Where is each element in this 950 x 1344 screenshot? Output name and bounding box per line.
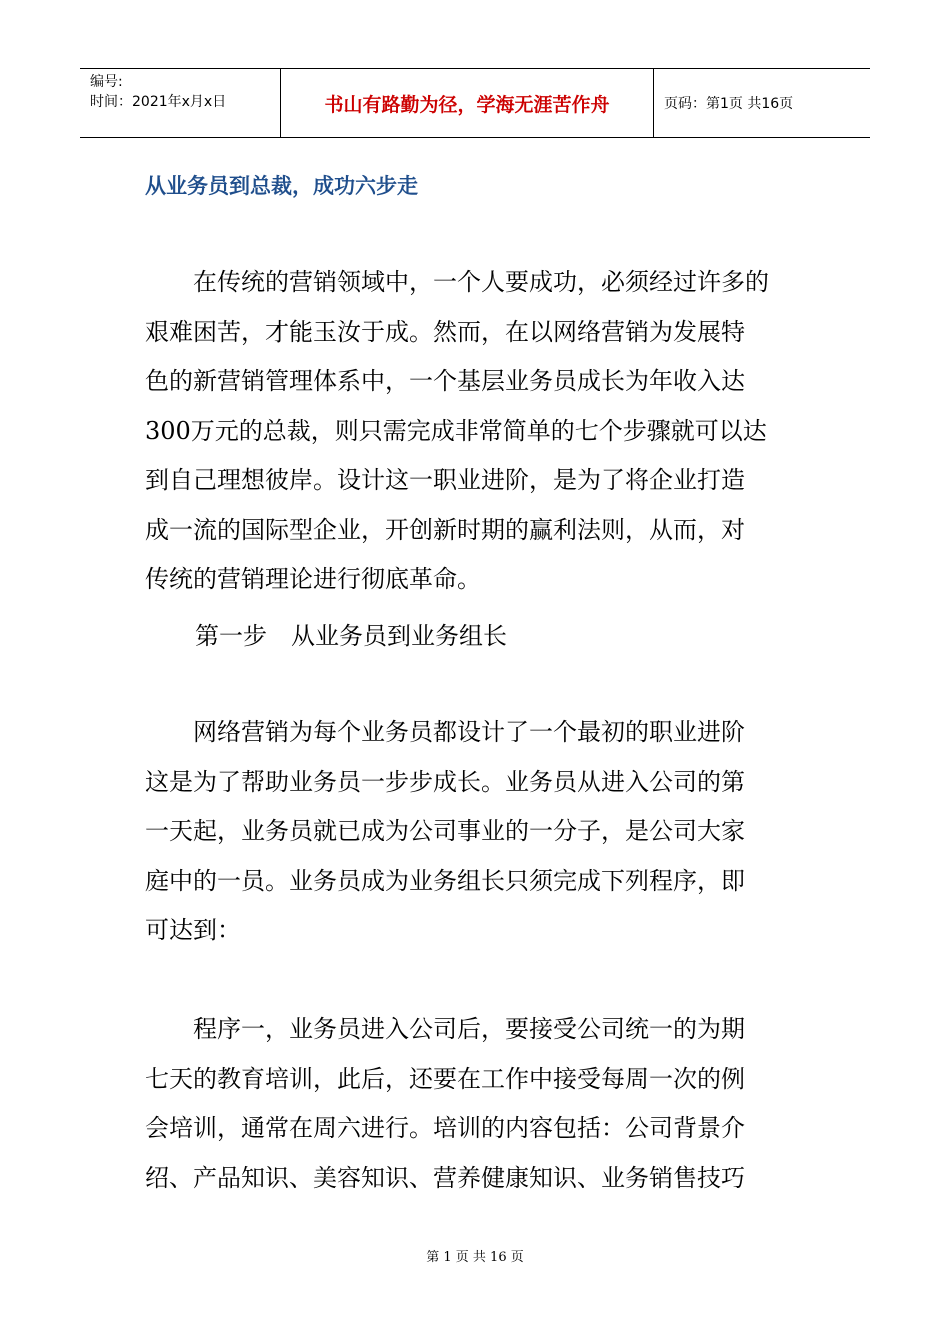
paragraph-line: 在传统的营销领域中，一个人要成功，必须经过许多的 [145, 268, 769, 296]
paragraph-line: 程序一，业务员进入公司后，要接受公司统一的为期 [145, 1015, 745, 1043]
paragraph-line: 300万元的总裁，则只需完成非常简单的七个步骤就可以达 [145, 416, 767, 445]
page-footer: 第 1 页 共 16 页 [426, 1250, 524, 1265]
paragraph-line: 这是为了帮助业务员一步步成长。业务员从进入公司的第 [145, 767, 745, 796]
paragraph-line: 绍、产品知识、美容知识、营养健康知识、业务销售技巧 [145, 1163, 745, 1192]
intro-paragraph [145, 258, 805, 605]
header-page-info: 页码：第1页 共16页 [664, 96, 794, 112]
paragraph-line: 成一流的国际型企业，开创新时期的赢利法则，从而，对 [145, 515, 745, 544]
document-number-label: 编号: [90, 74, 123, 90]
program1-paragraph [145, 1005, 805, 1203]
step1-paragraph [145, 708, 805, 956]
step1-heading: 第一步 从业务员到业务组长 [195, 622, 507, 650]
paragraph-line: 七天的教育培训，此后，还要在工作中接受每周一次的例 [145, 1064, 745, 1093]
header-meta [80, 69, 281, 137]
paragraph-line: 传统的营销理论进行彻底革命。 [145, 565, 481, 593]
paragraph-line: 网络营销为每个业务员都设计了一个最初的职业进阶 [145, 718, 745, 746]
paragraph-line: 艰难困苦，才能玉汝于成。然而，在以网络营销为发展特 [145, 317, 745, 346]
document-header [80, 68, 870, 138]
document-title: 从业务员到总裁，成功六步走 [145, 174, 418, 198]
paragraph-line: 会培训，通常在周六进行。培训的内容包括：公司背景介 [145, 1114, 745, 1142]
header-motto: 书山有路勤为径，学海无涯苦作舟 [281, 69, 654, 137]
paragraph-line: 到自己理想彼岸。设计这一职业进阶，是为了将企业打造 [145, 466, 745, 494]
document-time-label: 时间：2021年x月x日 [90, 94, 227, 110]
paragraph-line: 庭中的一员。业务员成为业务组长只须完成下列程序，即 [145, 866, 745, 895]
paragraph-line: 一天起，业务员就已成为公司事业的一分子，是公司大家 [145, 817, 745, 845]
paragraph-line: 色的新营销管理体系中，一个基层业务员成长为年收入达 [145, 367, 745, 395]
paragraph-line: 可达到： [145, 916, 241, 944]
